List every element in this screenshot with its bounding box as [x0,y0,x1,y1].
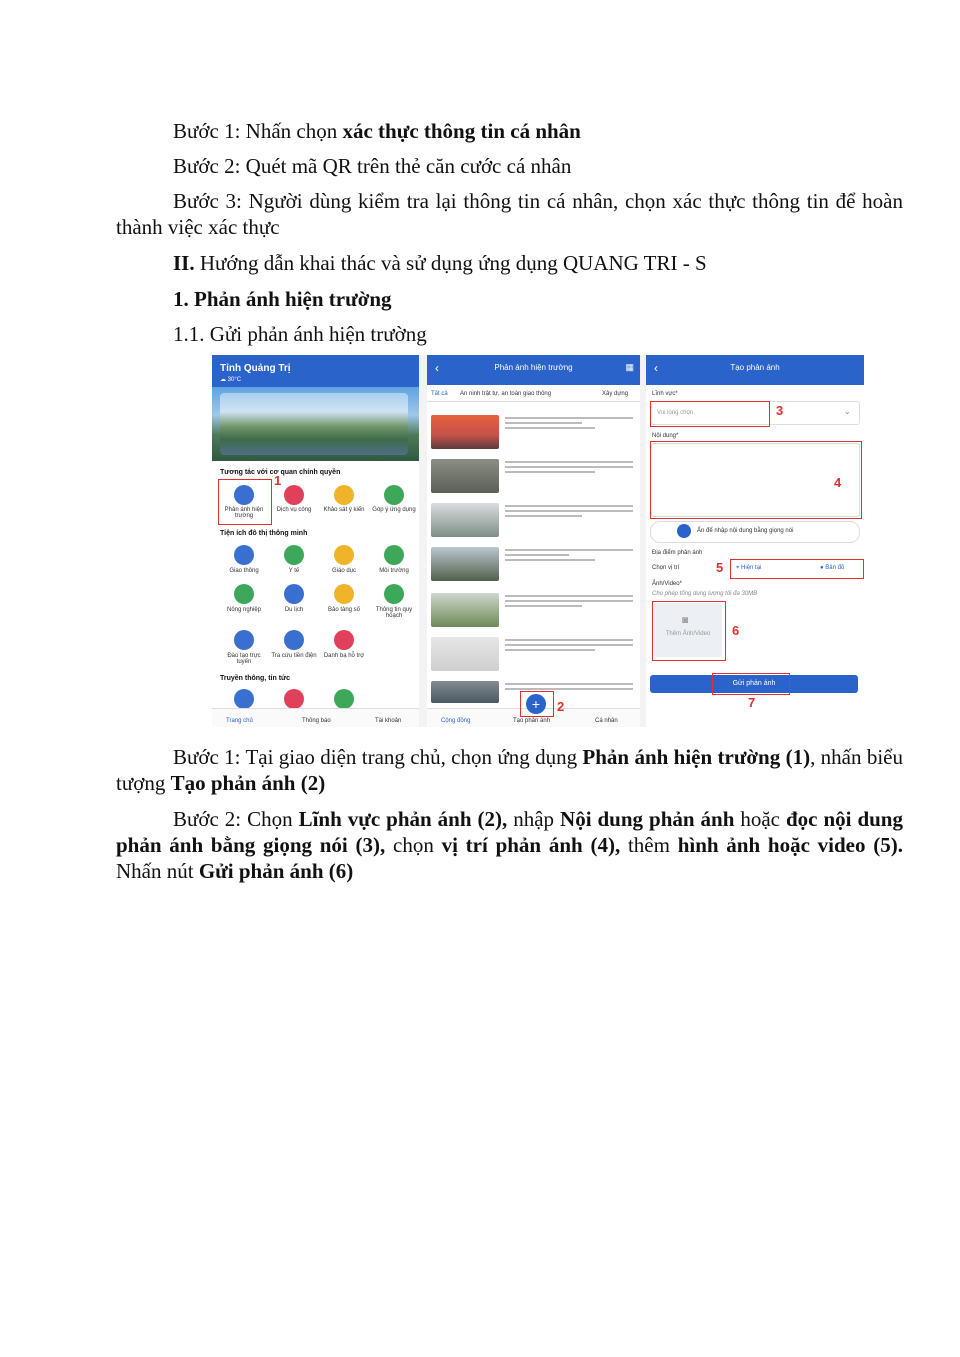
section-title: Hướng dẫn khai thác và sử dụng ứng dụng QUANG TRI - S [194,251,707,275]
section-title: Tiện ích đô thị thông minh [220,530,308,537]
chevron-down-icon: ⌄ [843,406,851,416]
bold-text: Nội dung phản ánh [560,807,735,831]
bottom-nav [212,708,419,727]
report-text [505,505,633,520]
text: Bước 2: Chọn [173,807,299,831]
agriculture-icon[interactable] [234,584,254,604]
step-verify-2: Bước 2: Quét mã QR trên thẻ căn cước cá nhân [173,154,572,178]
news-icon[interactable] [284,689,304,709]
camera-icon: ◙ [682,615,689,626]
weather [220,376,241,383]
back-icon[interactable]: ‹ [654,361,658,375]
report-thumbnail[interactable] [431,593,499,627]
nav-home[interactable]: Trang chủ [226,718,253,724]
electricity-icon[interactable] [284,630,304,650]
submit-report-button[interactable]: Gửi phản ánh [650,675,858,693]
app-label: Danh bạ hỗ trợ [323,653,365,659]
pin-icon: ● [820,565,826,571]
bold-text: hình ảnh hoặc video (5). [677,833,903,857]
bold-text: Tạo phản ánh (2) [170,771,326,795]
report-text [505,595,633,610]
current-location-option[interactable] [736,565,761,572]
traffic-icon[interactable] [234,545,254,565]
choose-location-label: Chọn vị trí [652,565,680,571]
app-label: Dịch vụ công [276,507,312,513]
create-report-screen [646,355,864,727]
nav-community[interactable]: Cộng đồng [441,718,471,724]
environment-icon[interactable] [384,545,404,565]
app-label: Nông nghiệp [226,607,262,613]
voice-input-button[interactable] [650,521,860,543]
step-badge-3: 3 [776,403,784,418]
report-thumbnail[interactable] [431,459,499,493]
report-thumbnail[interactable] [431,415,499,449]
tab-all[interactable]: Tất cả [431,391,448,397]
education-icon[interactable] [334,545,354,565]
museum-icon[interactable] [334,584,354,604]
report-thumbnail[interactable] [431,503,499,537]
field-placeholder: Vui lòng chọn [657,410,694,416]
text: thêm [620,833,678,857]
app-label: Phản ánh hiện trường [224,507,264,519]
media-label: Ảnh/Video* [652,581,682,587]
bold-text: vị trí phản ánh (4), [441,833,621,857]
nav-create-report[interactable]: Tạo phản ánh [513,718,551,724]
text: Bước 1: Tại giao diện trang chủ, chọn ứng dụng [173,745,583,769]
section-number: II. [173,251,195,275]
microphone-icon [677,524,691,538]
text: Bước 1: Nhấn chọn [173,119,343,143]
map-label: Bản đồ [825,565,845,571]
landscape-image [220,393,408,455]
text: chọn [385,833,442,857]
instruction-step-1 [116,744,903,796]
add-media-label: Thêm Ảnh/Video [665,631,711,637]
news-icon[interactable] [234,689,254,709]
contacts-icon[interactable] [334,630,354,650]
bold-text: Phản ánh hiện trường (1) [582,745,811,769]
step-badge-7: 7 [748,695,756,710]
app-bar [427,355,640,385]
section-heading-ii [173,250,707,276]
app-label: Tra cứu tiền điện [271,653,317,659]
section-title: Tương tác với cơ quan chính quyền [220,469,341,476]
text: nhập [507,807,561,831]
app-label: Du lịch [284,607,304,613]
app-label: Góp ý ứng dụng [372,507,416,513]
report-text [505,549,633,564]
nav-account[interactable]: Tài khoản [375,718,402,724]
tourism-icon[interactable] [284,584,304,604]
step-badge-6: 6 [732,623,740,638]
training-icon[interactable] [234,630,254,650]
crosshair-icon: ⌖ [736,565,742,571]
highlight-box-6 [652,601,726,661]
news-icon[interactable] [334,689,354,709]
app-label: Thông tin quy hoạch [375,607,413,619]
app-screenshots-figure [212,355,864,727]
step-verify-3: Bước 3: Người dùng kiểm tra lại thông tin cá nhân, chọn xác thực thông tin để hoàn thành việc xác thực [116,189,903,239]
bold-text: Lĩnh vực phản ánh (2), [298,807,508,831]
highlight-box-1 [218,479,272,525]
report-thumbnail[interactable] [431,637,499,671]
step-badge-4: 4 [834,475,842,490]
screen-title: Phản ánh hiện trường [494,363,573,372]
text: hoặc [734,807,786,831]
cloud-icon: ☁ [220,377,228,383]
report-thumbnail[interactable] [431,547,499,581]
bold-text: đọc nội dung phản ánh bằng giọng nói (3), [116,807,903,857]
app-label: Đào tạo trực tuyến [227,653,261,665]
heading-1-1: 1.1. Gửi phản ánh hiện trường [173,322,427,346]
map-icon[interactable]: ▦ [625,362,634,372]
current-label: Hiện tại [741,565,762,571]
tab-security[interactable]: An ninh trật tự, an toàn giao thông [460,391,552,397]
public-service-icon[interactable] [284,485,304,505]
report-list-screen [427,355,640,727]
app-label: Giao thông [229,568,259,574]
health-icon[interactable] [284,545,304,565]
text: Nhấn nút [116,859,199,883]
field-label: Lĩnh vực* [652,391,678,397]
nav-personal[interactable]: Cá nhân [595,718,618,724]
survey-icon[interactable] [334,485,354,505]
step-badge-5: 5 [716,560,724,575]
feedback-icon[interactable] [384,485,404,505]
report-thumbnail[interactable] [431,681,499,703]
planning-icon[interactable] [384,584,404,604]
app-label: Bảo tàng số [327,607,361,613]
highlight-box-7 [712,673,790,695]
step-badge-1: 1 [274,473,282,488]
instruction-step-2 [116,806,903,884]
divider [427,401,640,402]
section-title: Truyền thông, tin tức [220,675,291,682]
back-icon[interactable]: ‹ [435,361,439,375]
app-label: Y tế [288,568,300,574]
province-title: Tỉnh Quảng Trị [220,363,291,374]
report-text [505,417,633,432]
highlight-box-4 [650,441,862,519]
voice-label: Ấn để nhập nội dung bằng giọng nói [697,528,794,534]
content-label: Nội dung* [652,433,679,439]
report-text [505,639,633,654]
heading-1: 1. Phản ánh hiện trường [173,287,392,311]
tab-construction[interactable]: Xây dựng [602,391,629,397]
step-verify-1 [173,118,581,144]
location-label: Địa điểm phản ánh [652,550,703,556]
app-label: Môi trường [379,568,409,574]
report-text [505,461,633,476]
screen-title: Tạo phản ánh [730,363,780,372]
text: , nhấn biểu tượng [116,745,903,795]
app-label: Giáo dục [331,568,356,574]
app-label: Khảo sát ý kiến [323,507,365,513]
bold-text: xác thực thông tin cá nhân [342,119,581,143]
app-bar [646,355,864,385]
media-hint: Cho phép tổng dung lượng tối đa 30MB [652,591,758,597]
highlight-box-3 [650,401,770,427]
map-location-option[interactable] [820,565,844,571]
step-badge-2: 2 [557,699,565,714]
nav-notifications[interactable]: Thông báo [302,718,331,724]
temperature: 30°C [227,377,242,383]
bold-text: Gửi phản ánh (6) [198,859,354,883]
highlight-box-2 [520,691,554,717]
plus-icon[interactable]: + [526,694,546,714]
home-screen [212,355,419,727]
